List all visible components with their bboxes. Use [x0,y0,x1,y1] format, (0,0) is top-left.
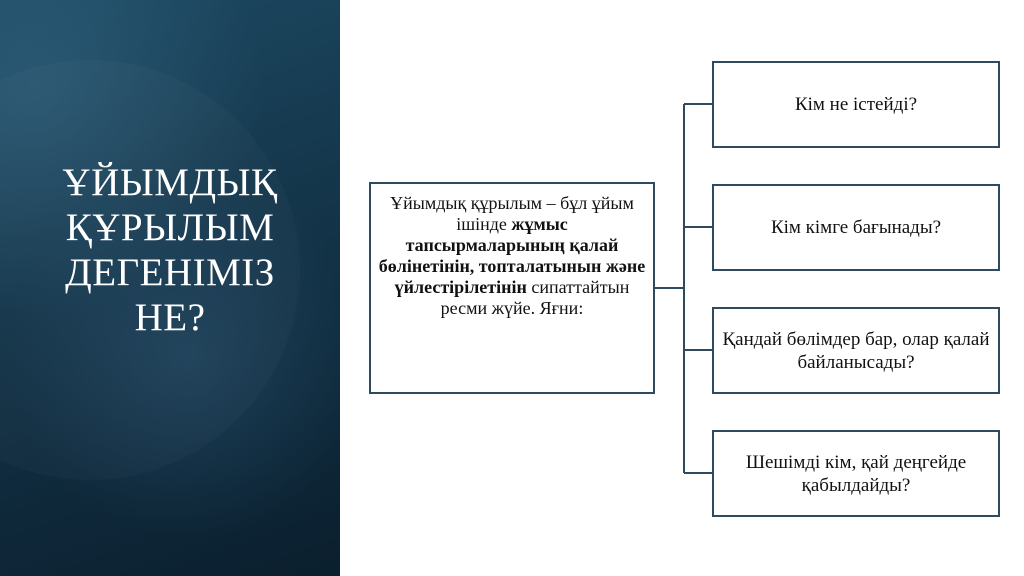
question-box-4 [712,430,1000,517]
question-box-1 [712,61,1000,148]
question-text-1: Кім не істейді? [794,94,918,115]
title-line-4: НЕ? [134,296,206,339]
title-line-3: ДЕГЕНІМІЗ [65,251,275,294]
definition-text-start: Ұйымдық құрылым – бұл ұйым ішінде [390,193,634,234]
question-box-2 [712,184,1000,271]
definition-text-end: сипаттайтын ресми жүйе. Яғни: [440,277,630,318]
question-box-3 [712,307,1000,394]
question-text-2: Кім кімге бағынады? [770,217,942,238]
title-line-2: ҚҰРЫЛЫМ [65,206,275,249]
definition-box [369,182,655,394]
title-line-1: ҰЙЫМДЫҚ [62,161,278,204]
definition-text-bold: жұмыс тапсырмаларының қалай бөлінетінін, топталатынын және үйлестірілетінін [378,214,646,297]
question-text-4: Шешімді кім, қай деңгейде қабылдайды? [745,451,967,496]
question-text-3: Қандай бөлімдер бар, олар қалай байланысады? [722,328,990,373]
